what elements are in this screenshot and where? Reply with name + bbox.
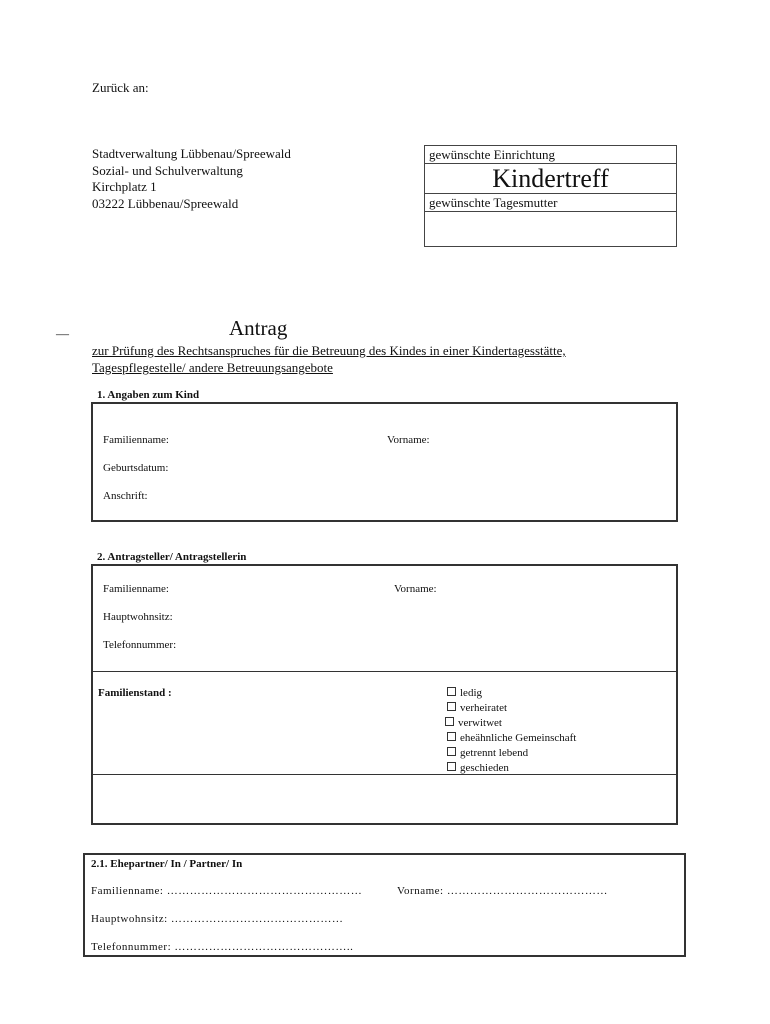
option-label: verheiratet [460, 702, 508, 714]
child-geburtsdatum-label: Geburtsdatum: [103, 462, 169, 474]
option-ledig[interactable] [447, 686, 576, 701]
page-subtitle [92, 342, 566, 376]
option-verheiratet[interactable] [447, 701, 576, 716]
option-eheaehnliche-gemeinschaft[interactable] [447, 731, 576, 746]
option-label: verwitwet [458, 717, 502, 729]
facility-label: gewünschte Einrichtung [425, 146, 676, 164]
child-info-box [91, 402, 678, 522]
address-line: 03222 Lübbenau/Spreewald [92, 195, 239, 211]
nanny-value-field[interactable] [425, 212, 676, 246]
child-vorname-label: Vorname: [387, 434, 430, 446]
partner-hauptwohnsitz-field[interactable]: Hauptwohnsitz: ……………………………………… [91, 913, 344, 925]
address-line: Kirchplatz 1 [92, 179, 157, 194]
child-anschrift-label: Anschrift: [103, 490, 148, 502]
checkbox[interactable] [447, 702, 456, 711]
checkbox[interactable] [447, 747, 456, 756]
partner-info-box [83, 853, 686, 957]
applicant-familienname-label: Familienname: [103, 583, 169, 595]
checkbox[interactable] [447, 732, 456, 741]
option-label: ledig [460, 687, 482, 699]
nanny-label: gewünschte Tagesmutter [425, 194, 676, 212]
return-label: Zurück an: [92, 80, 149, 95]
section21-heading: 2.1. Ehepartner/ In / Partner/ In [91, 858, 243, 870]
checkbox[interactable] [447, 687, 456, 696]
option-label: geschieden [460, 762, 509, 774]
child-familienname-label: Familienname: [103, 434, 169, 446]
option-verwitwet[interactable] [445, 716, 576, 731]
recipient-address [92, 146, 291, 212]
checkbox[interactable] [445, 717, 454, 726]
applicant-vorname-label: Vorname: [394, 583, 437, 595]
page-title: Antrag [229, 316, 288, 340]
applicant-telefonnummer-label: Telefonnummer: [103, 639, 177, 651]
option-label: getrennt lebend [460, 747, 529, 759]
address-line: Stadtverwaltung Lübbenau/Spreewald [92, 146, 291, 161]
section2-heading: 2. Antragsteller/ Antragstellerin [97, 551, 247, 563]
divider [93, 774, 676, 775]
address-line: Sozial- und Schulverwaltung [92, 162, 243, 178]
partner-familienname-field[interactable]: Familienname: …………………………………………… [91, 885, 363, 897]
marital-status-box [91, 672, 678, 825]
subtitle-line: Tagespflegestelle/ andere Betreuungsangebote [92, 360, 333, 375]
applicant-info-box [91, 564, 678, 672]
marital-status-options [447, 686, 576, 776]
applicant-hauptwohnsitz-label: Hauptwohnsitz: [103, 611, 173, 623]
subtitle-line: zur Prüfung des Rechtsanspruches für die Betreuung des Kindes in einer Kindertagesstätte, [92, 343, 566, 358]
section1-heading: 1. Angaben zum Kind [97, 389, 200, 401]
partner-telefonnummer-field[interactable]: Telefonnummer: ……………………………………….. [91, 941, 354, 953]
familienstand-label: Familienstand : [98, 687, 172, 699]
facility-value[interactable]: Kindertreff [425, 164, 676, 194]
facility-selection-box [424, 145, 677, 247]
margin-dash: — [56, 326, 69, 341]
checkbox[interactable] [447, 762, 456, 771]
option-label: eheähnliche Gemeinschaft [460, 732, 577, 744]
partner-vorname-field[interactable]: Vorname: …………………………………… [397, 885, 608, 897]
option-getrennt-lebend[interactable] [447, 746, 576, 761]
